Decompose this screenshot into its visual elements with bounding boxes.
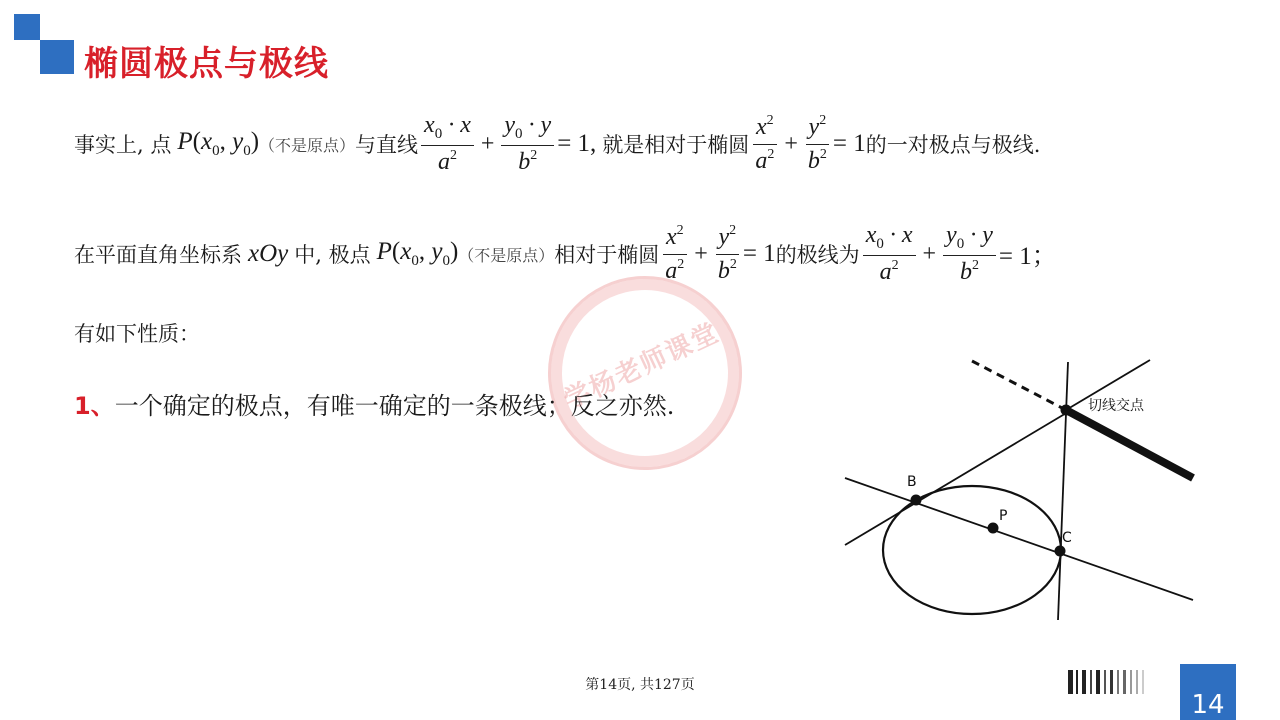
text: 相对于椭圆 xyxy=(554,243,660,268)
line-through-c xyxy=(1058,362,1068,620)
properties-heading: 有如下性质： xyxy=(74,322,200,346)
fraction: $\frac{x_0 \cdot x}{a^2}$ xyxy=(421,112,474,177)
corner-square-dark xyxy=(14,14,40,40)
point-p: $P(x_0$, $y_0$) xyxy=(376,238,459,270)
fraction: $\frac{y^2}{b^2}$ xyxy=(715,223,740,285)
fraction: $\frac{y^2}{b^2}$ xyxy=(805,113,830,175)
label-p: P xyxy=(999,508,1008,524)
watermark-text: 学杨老师课堂 xyxy=(559,317,725,416)
point-b xyxy=(911,495,922,506)
text: 就是相对于椭圆 xyxy=(602,133,750,158)
statement-line-1: 事实上, 点 $P(x_0$, $y_0$) （不是原点） 与直线 $\frac{x_0 \cdot x}{a^2}$ + $\frac{y_0 \cdot y}{b^2}$ = 1, 就是相对于椭圆 $\frac{x^2}{a^2}$ + $\frac{y^2}{b^2}$ = 1 的一对极点与极线. xyxy=(74,112,1041,176)
equals: = 1, xyxy=(557,130,597,158)
statement-line-2: 在平面直角坐标系 xOy 中, 极点 $P(x_0$, $y_0$) （不是原点） 相对于椭圆 $\frac{x^2}{a^2}$ + $\frac{y^2}{b^2}$ = 1 的极线为 $\frac{x_0 \cdot x}{a^2}$ + $\frac{y_0 \cdot y}{b^2}$ = 1； xyxy=(74,222,1057,286)
label-tangent-intersection: 切线交点 xyxy=(1088,398,1144,414)
point-p xyxy=(988,523,999,534)
equals: = 1 xyxy=(742,240,776,268)
page-footer: 第14页, 共127页 xyxy=(585,677,695,693)
property-1 xyxy=(74,386,674,421)
fraction: $\frac{y_0 \cdot y}{b^2}$ xyxy=(501,112,554,177)
xoy: xOy xyxy=(248,240,289,268)
ellipse xyxy=(883,486,1061,614)
text: 在平面直角坐标系 xyxy=(74,243,242,268)
equals: = 1； xyxy=(998,243,1057,271)
fraction: $\frac{x^2}{a^2}$ xyxy=(662,223,687,285)
paren-note: （不是原点） xyxy=(259,135,356,155)
fraction: $\frac{y_0 \cdot y}{b^2}$ xyxy=(943,222,996,287)
property-text: 一个确定的极点，有唯一确定的一条极线；反之亦然. xyxy=(114,392,675,420)
barcode-decoration xyxy=(990,668,1175,696)
text: 中, 极点 xyxy=(294,243,371,268)
ellipse-pole-polar-diagram xyxy=(840,355,1200,625)
equals: = 1 xyxy=(832,130,866,158)
text: 事实上, 点 xyxy=(74,133,172,158)
dashed-polar-line xyxy=(972,361,1066,410)
point-c xyxy=(1055,546,1066,557)
property-number: 1、 xyxy=(74,392,115,420)
fraction: $\frac{x^2}{a^2}$ xyxy=(752,113,777,175)
label-c: C xyxy=(1062,530,1072,546)
fraction: $\frac{x_0 \cdot x}{a^2}$ xyxy=(863,222,916,287)
bold-polar-line xyxy=(1066,410,1193,478)
point-p: $P(x_0$, $y_0$) xyxy=(177,128,260,160)
page-number-box: 14 xyxy=(1180,664,1236,720)
point-tangent-intersection xyxy=(1061,405,1072,416)
label-b: B xyxy=(907,474,917,490)
text: 与直线 xyxy=(355,133,419,158)
text: 的极线为 xyxy=(775,243,860,268)
line-through-b xyxy=(845,412,1068,545)
paren-note: （不是原点） xyxy=(458,245,555,265)
text: 的一对极点与极线. xyxy=(865,133,1041,158)
corner-square-main xyxy=(40,40,74,74)
slide-title: 椭圆极点与极线 xyxy=(84,44,329,84)
